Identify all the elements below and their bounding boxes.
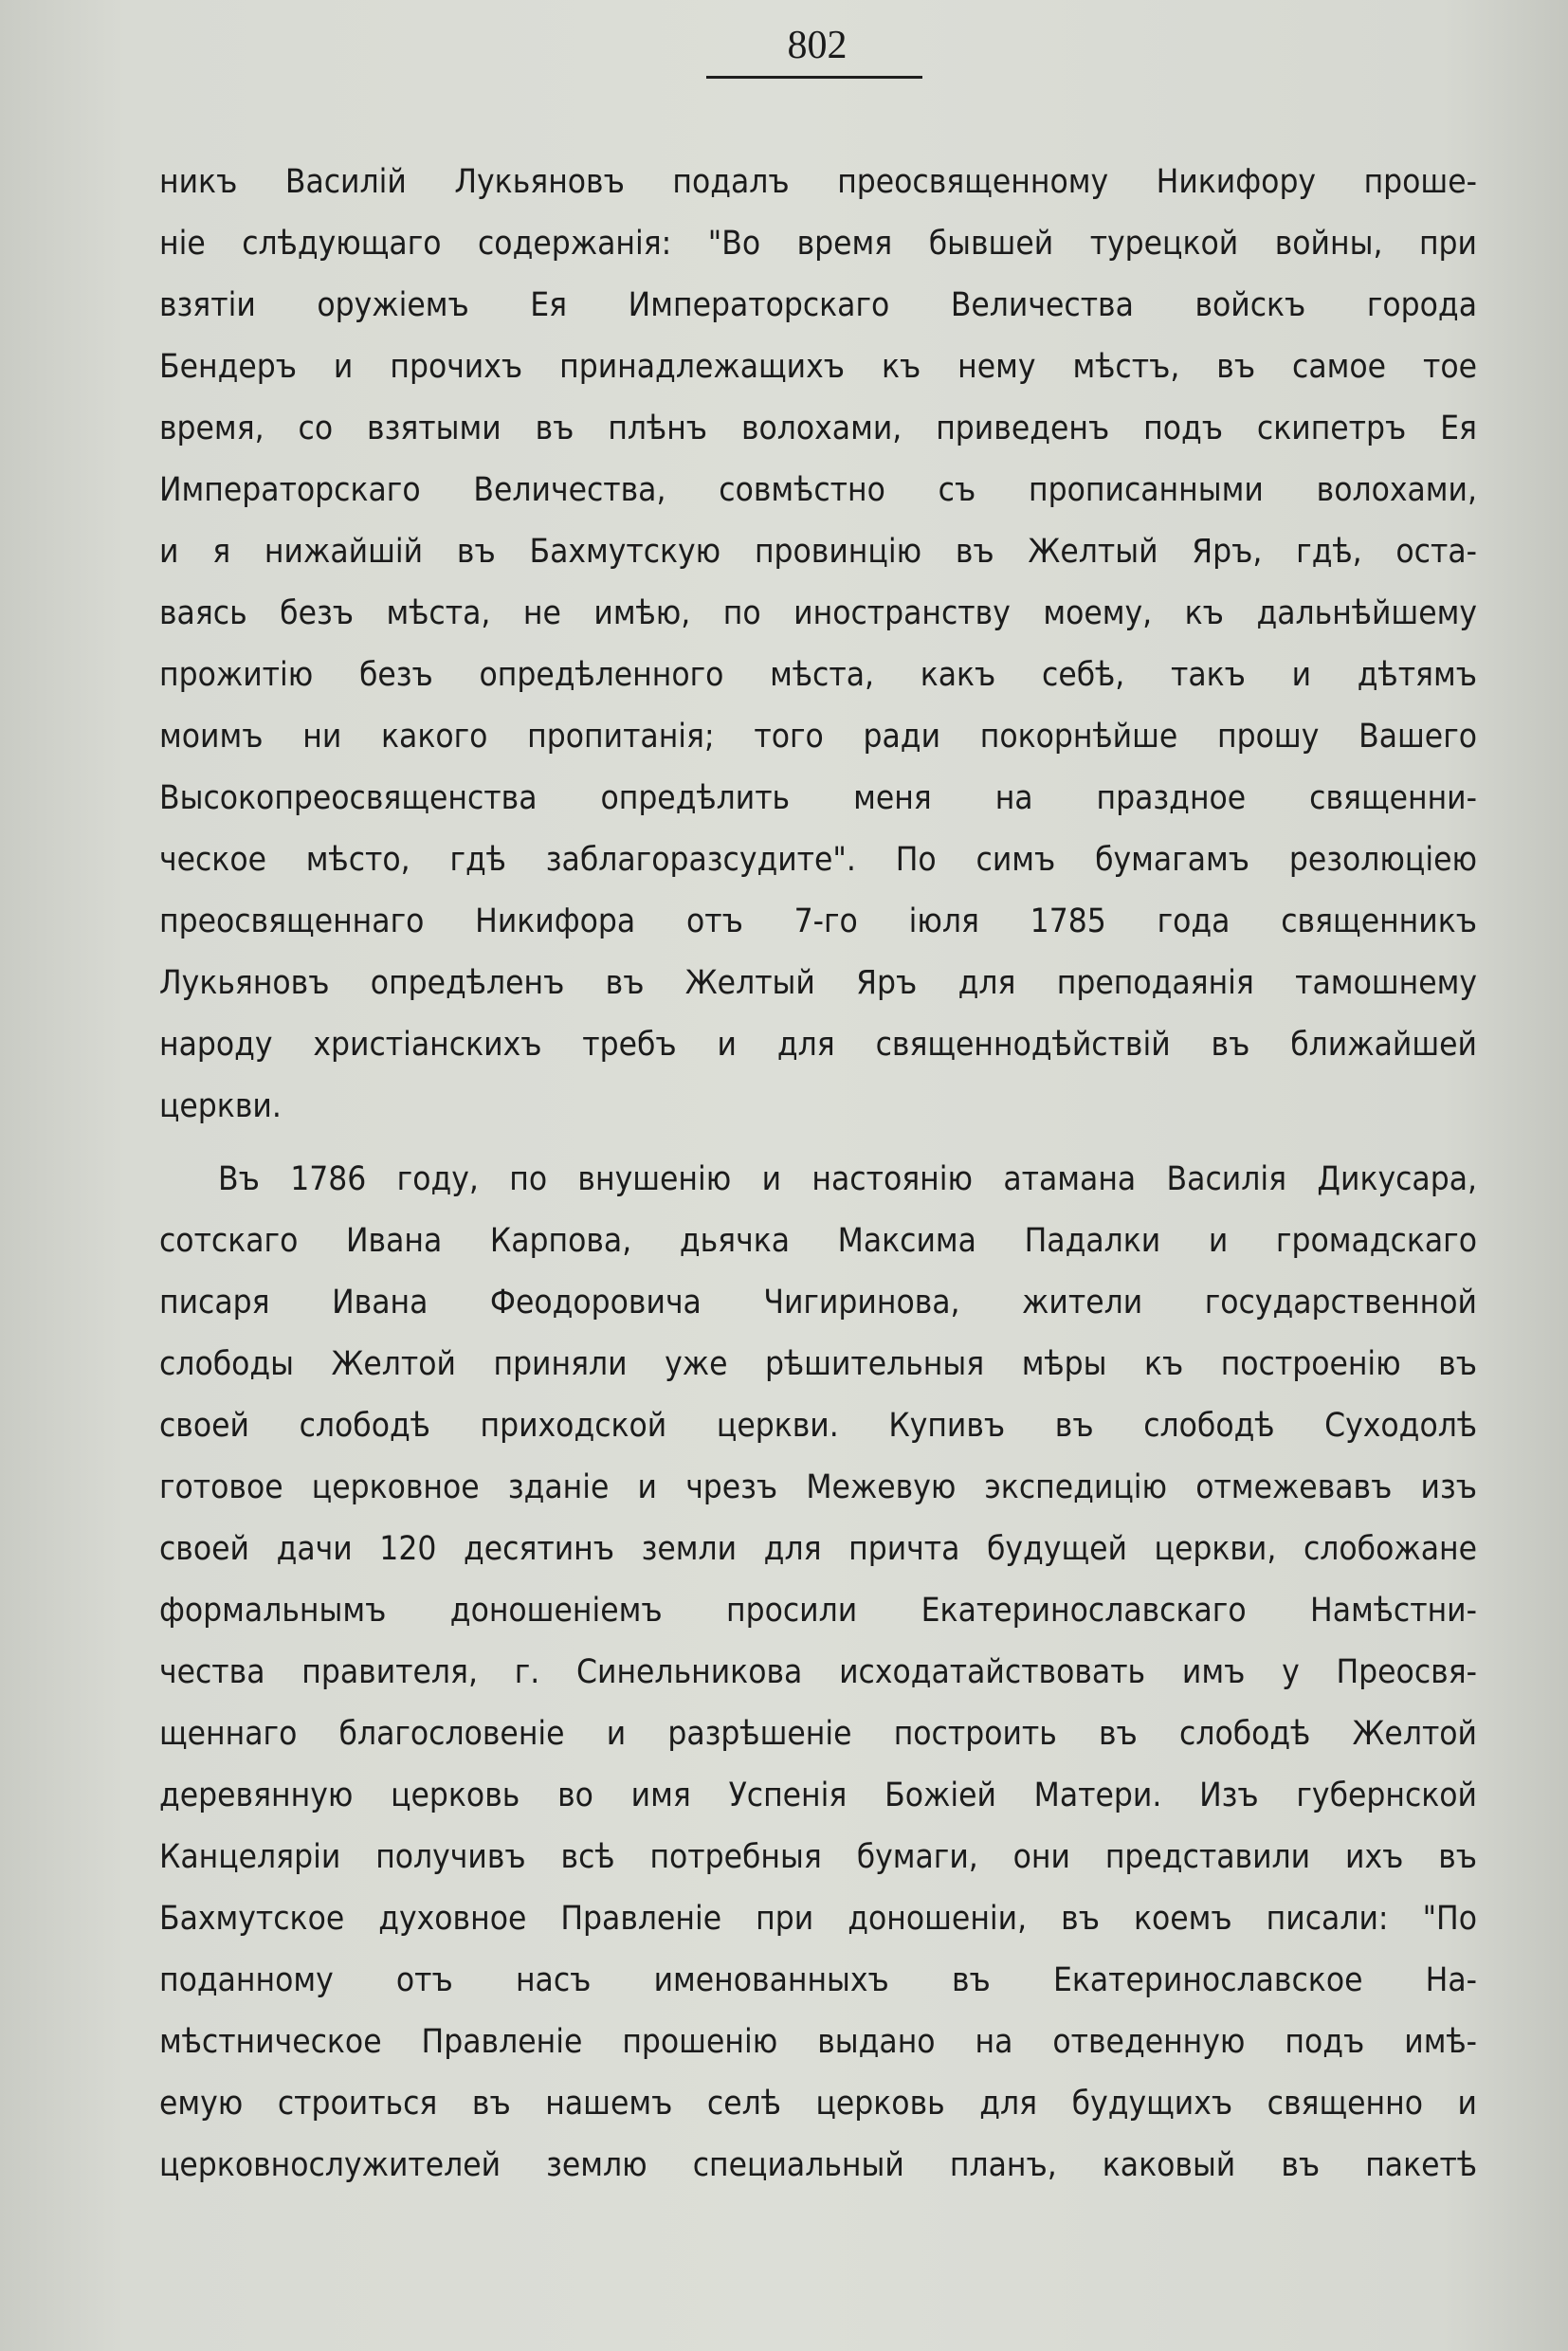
text-line: писаря Ивана Феодоровича Чигиринова, жители государственной [159,1284,1477,1321]
text-line: Императорскаго Величества, совмѣстно съ прописанными волохами, [159,471,1477,509]
text-line: емую строиться въ нашемъ селѣ церковь для будущихъ священно и [159,2085,1477,2123]
text-line: народу христіанскихъ требъ и для священнодѣйствій въ ближайшей [159,1026,1477,1064]
body-text [159,152,1477,2196]
text-line: никъ Василій Лукьяновъ подалъ преосвященному Никифору проше- [159,163,1477,201]
text-line: мѣстническое Правленіе прошенію выдано на отведенную подъ имѣ- [159,2023,1477,2061]
paragraph-1 [159,152,1477,1138]
text-line: Бахмутское духовное Правленіе при доношеніи, въ коемъ писали: "По [159,1900,1477,1938]
paragraph-gap [159,1138,1477,1149]
text-line: церкви. [159,1087,282,1125]
text-line: Лукьяновъ опредѣленъ въ Желтый Яръ для преподаянія тамошнему [159,964,1477,1002]
paragraph-2 [159,1149,1477,2196]
text-line: ваясь безъ мѣста, не имѣю, по иностранству моему, къ дальнѣйшему [159,594,1477,632]
text-line: ніе слѣдующаго содержанія: "Во время бывшей турецкой войны, при [159,225,1477,263]
text-line: готовое церковное зданіе и чрезъ Межевую экспедицію отмежевавъ изъ [159,1468,1477,1506]
text-line: поданному отъ насъ именованныхъ въ Екатеринославское На- [159,1961,1477,1999]
text-line: деревянную церковь во имя Успенія Божіей Матери. Изъ губернской [159,1777,1477,1814]
text-line: своей слободѣ приходской церкви. Купивъ въ слободѣ Суходолѣ [159,1407,1477,1445]
text-line: и я нижайшій въ Бахмутскую провинцію въ Желтый Яръ, гдѣ, оста- [159,533,1477,571]
text-line: своей дачи 120 десятинъ земли для причта будущей церкви, слобожане [159,1530,1477,1568]
text-line: церковнослужителей землю специальный планъ, каковый въ пакетѣ [159,2146,1477,2184]
text-line: время, со взятыми въ плѣнъ волохами, приведенъ подъ скипетръ Ея [159,410,1477,447]
text-line: взятіи оружіемъ Ея Императорскаго Величества войскъ города [159,286,1477,324]
text-line: формальнымъ доношеніемъ просили Екатеринославскаго Намѣстни- [159,1592,1477,1630]
text-line: Бендеръ и прочихъ принадлежащихъ къ нему мѣстъ, въ самое тое [159,348,1477,386]
text-line: моимъ ни какого пропитанія; того ради покорнѣйше прошу Вашего [159,718,1477,756]
text-line: преосвященнаго Никифора отъ 7-го іюля 1785 года священникъ [159,902,1477,940]
text-line: слободы Желтой приняли уже рѣшительныя мѣры къ построенію въ [159,1345,1477,1383]
text-line: Канцеляріи получивъ всѣ потребныя бумаги, они представили ихъ въ [159,1838,1477,1876]
text-line: чества правителя, г. Синельникова исходатайствовать имъ у Преосвя- [159,1653,1477,1691]
text-line: прожитію безъ опредѣленного мѣста, какъ себѣ, такъ и дѣтямъ [159,656,1477,694]
text-line: щеннаго благословеніе и разрѣшеніе построить въ слободѣ Желтой [159,1715,1477,1753]
text-line: Высокопреосвященства опредѣлить меня на праздное священни- [159,779,1477,817]
text-line: сотскаго Ивана Карпова, дьячка Максима Падалки и громадскаго [159,1222,1477,1260]
page-number-rule [706,76,922,79]
text-line: ческое мѣсто, гдѣ заблагоразсудите". По симъ бумагамъ резолюціею [159,841,1477,879]
text-line: Въ 1786 году, по внушенію и настоянію атамана Василія Дикусара, [218,1160,1477,1198]
page-number: 802 [787,24,848,67]
